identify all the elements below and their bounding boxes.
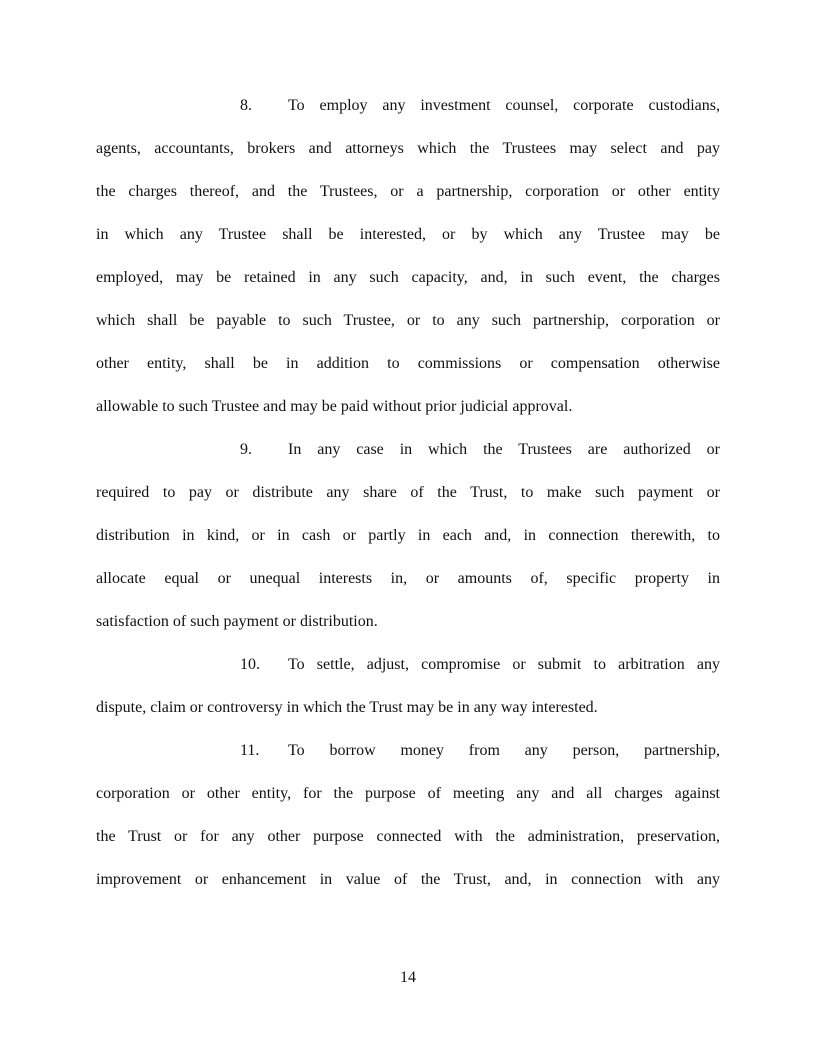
paragraph-number: 11.: [240, 742, 260, 759]
paragraph-first-line: [96, 428, 720, 471]
paragraph-first-line: [96, 729, 720, 772]
document-body: [96, 84, 720, 901]
text-line: which shall be payable to such Trustee, or to any such partnership, corporation or: [96, 312, 720, 329]
text-line: the Trust or for any other purpose connected with the administration, preservation,: [96, 828, 720, 845]
text-line: improvement or enhancement in value of the Trust, and, in connection with any: [96, 871, 720, 888]
text-line: allowable to such Trustee and may be paid without prior judicial approval.: [96, 398, 573, 415]
paragraph-10: [96, 643, 720, 729]
text-line: other entity, shall be in addition to commissions or compensation otherwise: [96, 355, 720, 372]
paragraph-number: 9.: [240, 441, 252, 458]
text-line: dispute, claim or controversy in which the Trust may be in any way interested.: [96, 699, 598, 716]
text-line: employed, may be retained in any such capacity, and, in such event, the charges: [96, 269, 720, 286]
text-line: distribution in kind, or in cash or partly in each and, in connection therewith, to: [96, 527, 720, 544]
paragraph-number: 8.: [240, 97, 252, 114]
paragraph-text: To borrow money from any person, partnership,: [288, 742, 720, 759]
paragraph-text: To employ any investment counsel, corporate custodians,: [288, 97, 720, 114]
paragraph-first-line: [96, 84, 720, 127]
paragraph-9: [96, 428, 720, 643]
paragraph-text: To settle, adjust, compromise or submit to arbitration any: [288, 656, 720, 673]
text-line: corporation or other entity, for the purpose of meeting any and all charges against: [96, 785, 720, 802]
paragraph-11: [96, 729, 720, 901]
paragraph-first-line: [96, 643, 720, 686]
text-line: allocate equal or unequal interests in, or amounts of, specific property in: [96, 570, 720, 587]
paragraph-number: 10.: [240, 656, 260, 673]
paragraph-text: In any case in which the Trustees are authorized or: [288, 441, 720, 458]
text-line: in which any Trustee shall be interested, or by which any Trustee may be: [96, 226, 720, 243]
text-line: required to pay or distribute any share of the Trust, to make such payment or: [96, 484, 720, 501]
paragraph-8: [96, 84, 720, 428]
text-line: satisfaction of such payment or distribution.: [96, 613, 378, 630]
page-number: 14: [400, 969, 416, 986]
text-line: agents, accountants, brokers and attorneys which the Trustees may select and pay: [96, 140, 720, 157]
text-line: the charges thereof, and the Trustees, or a partnership, corporation or other entity: [96, 183, 720, 200]
